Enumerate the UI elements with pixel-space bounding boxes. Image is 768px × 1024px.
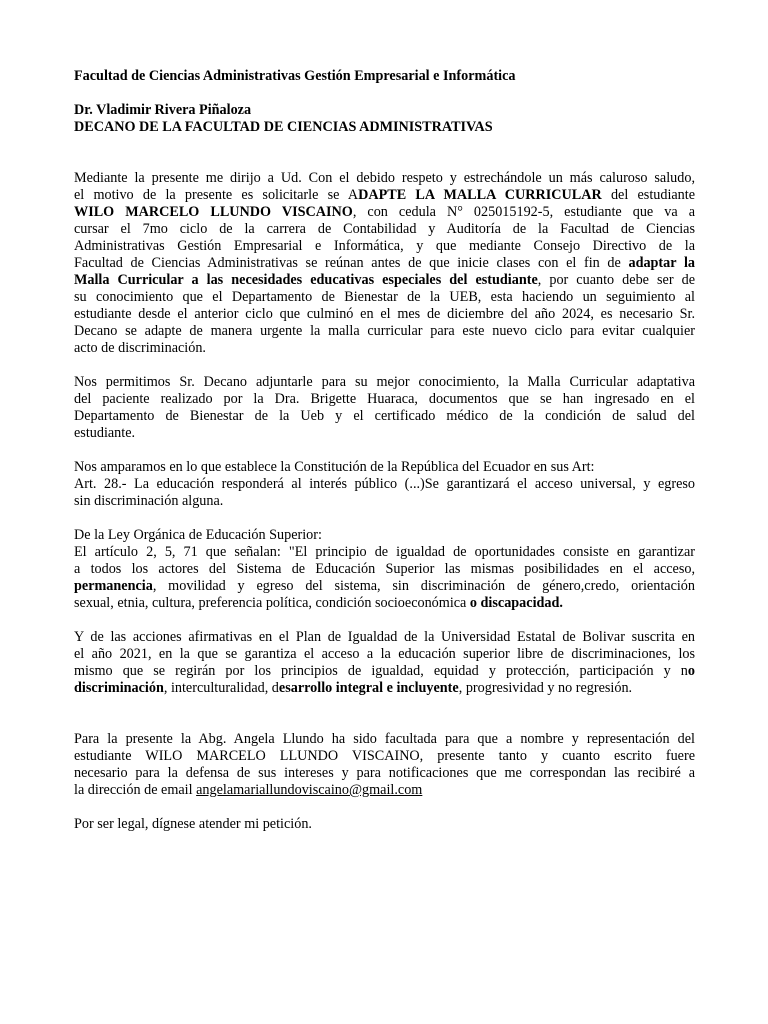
text-line: necesario para la defensa de sus intereses y para notificaciones que me correspondan las recibiré a [74,765,695,781]
text-line: sin discriminación alguna. [74,493,224,509]
recipient-title: DECANO DE LA FACULTAD DE CIENCIAS ADMINISTRATIVAS [74,119,493,135]
text-line: cursar el 7mo ciclo de la carrera de Contabilidad y Auditoría de la Facultad de Ciencias [74,221,695,237]
text-line: Malla Curricular a las necesidades educativas especiales del estudiante, por cuanto debe ser de [74,272,695,288]
text-line: la dirección de email angelamariallundoviscaino@gmail.com [74,782,423,798]
text-line: su conocimiento que el Departamento de Bienestar de la UEB, esta haciendo un seguimiento al [74,289,695,305]
text-line: acto de discriminación. [74,340,206,356]
text-line: el año 2021, en la que se garantiza el acceso a la educación superior libre de discriminaciones, los [74,646,695,662]
text-line: Nos amparamos en lo que establece la Constitución de la República del Ecuador en sus Art: [74,459,595,475]
text-line: estudiante desde el anterior ciclo que culminó en el mes de diciembre del año 2024, es necesario Sr. [74,306,695,322]
letter-body [74,68,695,833]
paragraph-constitution [74,459,695,510]
text-line: estudiante. [74,425,136,441]
text-line: WILO MARCELO LLUNDO VISCAINO, con cedula N° 025015192-5, estudiante que va a [74,204,695,220]
text-line: Nos permitimos Sr. Decano adjuntarle para su mejor conocimiento, la Malla Curricular adaptativa [74,374,695,390]
recipient-name: Dr. Vladimir Rivera Piñaloza [74,102,252,118]
text-line: Departamento de Bienestar de la Ueb y el certificado médico de la condición de salud del [74,408,695,424]
paragraph-attachments [74,374,695,442]
paragraph-representation [74,731,695,799]
text-line: mismo que se regirán por los principios de igualdad, equidad y protección, participación y no [74,663,695,679]
faculty-heading: Facultad de Ciencias Administrativas Gestión Empresarial e Informática [74,68,516,84]
text-line: a todos los actores del Sistema de Educación Superior las mismas posibilidades en el acceso, [74,561,695,577]
paragraph-equality-plan [74,629,695,697]
paragraph-higher-education-law [74,527,695,612]
text-line: Para la presente la Abg. Angela Llundo ha sido facultada para que a nombre y representación del [74,731,695,747]
email-link[interactable]: angelamariallundoviscaino@gmail.com [196,782,423,798]
text-line: Decano se adapte de manera urgente la malla curricular para este nuevo ciclo para evitar cualquier [74,323,695,339]
closing-line: Por ser legal, dígnese atender mi petición. [74,816,312,832]
text-line: permanencia, movilidad y egreso del sistema, sin discriminación de género,credo, orientación [74,578,695,594]
text-line: De la Ley Orgánica de Educación Superior: [74,527,322,543]
text-line: Y de las acciones afirmativas en el Plan de Igualdad de la Universidad Estatal de Bolivar suscrita en [74,629,695,645]
text-line: del paciente realizado por la Dra. Brigette Huaraca, documentos que se han ingresado en el [74,391,695,407]
text-line: el motivo de la presente es solicitarle se ADAPTE LA MALLA CURRICULAR del estudiante [74,187,696,203]
text-line: Administrativas Gestión Empresarial e Informática, y que mediante Consejo Directivo de la [74,238,695,254]
text-line: Facultad de Ciencias Administrativas se reúnan antes de que inicie clases con el fin de adaptar la [74,255,695,271]
paragraph-request [74,170,695,357]
text-line: estudiante WILO MARCELO LLUNDO VISCAINO, presente tanto y cuanto escrito fuere [74,748,695,764]
text-line: Art. 28.- La educación responderá al interés público (...)Se garantizará el acceso universal, y egreso [74,476,695,492]
text-line: sexual, etnia, cultura, preferencia política, condición socioeconómica o discapacidad. [74,595,563,611]
text-line: Mediante la presente me dirijo a Ud. Con el debido respeto y estrechándole un más caluroso saludo, [74,170,695,186]
text-line: discriminación, interculturalidad, desarrollo integral e incluyente, progresividad y no regresión. [74,680,633,696]
text-line: El artículo 2, 5, 71 que señalan: "El principio de igualdad de oportunidades consiste en garantizar [74,544,695,560]
